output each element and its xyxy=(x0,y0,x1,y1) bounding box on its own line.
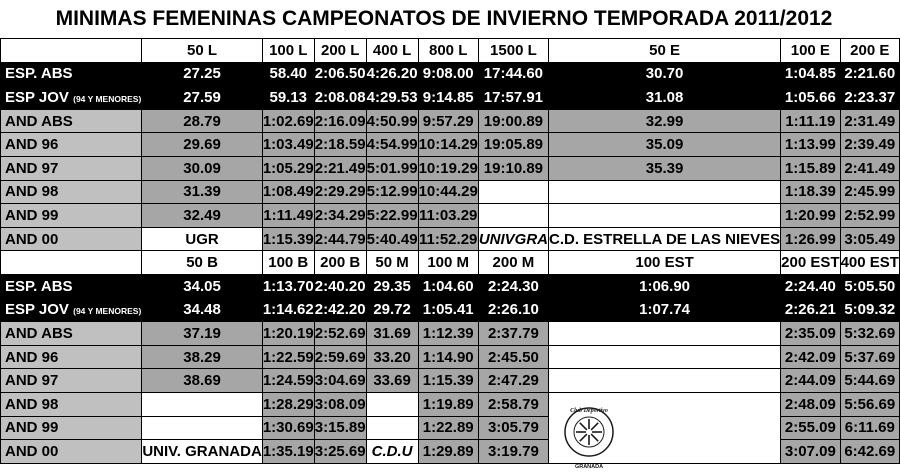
row-label-text: AND 99 xyxy=(5,206,59,224)
time-cell: 31.69 xyxy=(366,322,418,346)
column-header: 800 L xyxy=(418,39,478,63)
time-cell xyxy=(549,345,781,369)
row-label xyxy=(1,322,142,346)
time-cell: 2:45.99 xyxy=(840,180,899,204)
time-cell: 1:14.62 xyxy=(262,298,314,322)
time-cell: 2:47.29 xyxy=(478,369,548,393)
column-header: 200 B xyxy=(314,251,366,275)
column-header: 100 E xyxy=(781,39,840,63)
row-label-text: AND 96 xyxy=(5,348,59,366)
table-row xyxy=(1,156,900,180)
time-cell: 4:54.99 xyxy=(366,133,418,157)
time-cell: 19:05.89 xyxy=(478,133,548,157)
time-cell: 5:09.32 xyxy=(840,298,899,322)
header-corner xyxy=(1,251,142,275)
time-cell: 34.05 xyxy=(142,274,262,298)
time-cell: 2:21.60 xyxy=(840,62,899,86)
time-cell: 1:04.60 xyxy=(418,274,478,298)
time-cell: 1:28.29 xyxy=(262,392,314,416)
club-cell: C.D. ESTRELLA DE LAS NIEVES xyxy=(549,227,781,251)
time-cell: 35.39 xyxy=(549,156,781,180)
column-header: 50 E xyxy=(549,39,781,63)
time-cell: 2:18.59 xyxy=(314,133,366,157)
time-cell: 1:15.39 xyxy=(262,227,314,251)
table-row xyxy=(1,62,900,86)
time-cell: 34.48 xyxy=(142,298,262,322)
time-cell: 9:08.00 xyxy=(418,62,478,86)
time-cell: 2:35.09 xyxy=(781,322,840,346)
records-table xyxy=(0,38,900,470)
club-cell: UNIV. GRANADA xyxy=(142,440,262,464)
table-row xyxy=(1,392,900,416)
row-label-text: AND 00 xyxy=(5,442,59,460)
time-cell: 37.19 xyxy=(142,322,262,346)
time-cell: 1:19.89 xyxy=(418,392,478,416)
column-header: 200 M xyxy=(478,251,548,275)
time-cell: 2:42.09 xyxy=(781,345,840,369)
table-row xyxy=(1,86,900,110)
header-row xyxy=(1,39,900,63)
time-cell: 3:08.09 xyxy=(314,392,366,416)
row-label-text: AND 97 xyxy=(5,372,59,390)
time-cell: 1:13.70 xyxy=(262,274,314,298)
table-row xyxy=(1,345,900,369)
time-cell: 31.08 xyxy=(549,86,781,110)
time-cell xyxy=(549,180,781,204)
row-label xyxy=(1,62,142,86)
header-corner xyxy=(1,39,142,63)
time-cell: 58.40 xyxy=(262,62,314,86)
column-header: 100 B xyxy=(262,251,314,275)
time-cell: 1:22.89 xyxy=(418,416,478,440)
time-cell: 1:35.19 xyxy=(262,440,314,464)
table-row xyxy=(1,322,900,346)
club-cell: C.D.U xyxy=(366,440,418,464)
table-row xyxy=(1,369,900,393)
time-cell: 3:25.69 xyxy=(314,440,366,464)
time-cell: 38.69 xyxy=(142,369,262,393)
age-group-note: (94 Y MENORES) xyxy=(73,93,142,104)
time-cell: 1:24.59 xyxy=(262,369,314,393)
time-cell: 2:58.79 xyxy=(478,392,548,416)
table-row xyxy=(1,180,900,204)
time-cell: 11:52.29 xyxy=(418,227,478,251)
column-header: 400 EST xyxy=(840,251,899,275)
time-cell: 17:57.91 xyxy=(478,86,548,110)
time-cell xyxy=(549,204,781,228)
column-header: 100 L xyxy=(262,39,314,63)
time-cell: 5:01.99 xyxy=(366,156,418,180)
time-cell: 1:20.19 xyxy=(262,322,314,346)
time-cell: 1:02.69 xyxy=(262,109,314,133)
time-cell: 1:22.59 xyxy=(262,345,314,369)
time-cell: 6:42.69 xyxy=(840,440,899,464)
table-row xyxy=(1,204,900,228)
time-cell: 10:44.29 xyxy=(418,180,478,204)
time-cell: 59.13 xyxy=(262,86,314,110)
time-cell: 1:03.49 xyxy=(262,133,314,157)
column-header: 50 L xyxy=(142,39,262,63)
time-cell: 1:11.19 xyxy=(781,109,840,133)
row-label xyxy=(1,109,142,133)
time-cell xyxy=(549,322,781,346)
club-cell: UNIVGRA xyxy=(478,227,548,251)
time-cell xyxy=(142,392,262,416)
time-cell: 2:41.49 xyxy=(840,156,899,180)
time-cell: 5:37.69 xyxy=(840,345,899,369)
time-cell: 1:29.89 xyxy=(418,440,478,464)
time-cell: 2:26.10 xyxy=(478,298,548,322)
time-cell: 17:44.60 xyxy=(478,62,548,86)
column-header: 50 M xyxy=(366,251,418,275)
table-row xyxy=(1,133,900,157)
age-group-note: (94 Y MENORES) xyxy=(73,306,142,317)
time-cell: 1:15.89 xyxy=(781,156,840,180)
column-header: 200 L xyxy=(314,39,366,63)
time-cell: 2:40.20 xyxy=(314,274,366,298)
row-label xyxy=(1,133,142,157)
table-row xyxy=(1,227,900,251)
time-cell: 1:12.39 xyxy=(418,322,478,346)
column-header: 50 B xyxy=(142,251,262,275)
row-label-text: AND 98 xyxy=(5,395,59,413)
column-header: 100 M xyxy=(418,251,478,275)
time-cell: 33.69 xyxy=(366,369,418,393)
time-cell: 2:26.21 xyxy=(781,298,840,322)
row-label-text: ESP JOV xyxy=(5,88,69,106)
row-label-text: AND 99 xyxy=(5,419,59,437)
time-cell: 33.20 xyxy=(366,345,418,369)
time-cell: 2:42.20 xyxy=(314,298,366,322)
time-cell: 1:06.90 xyxy=(549,274,781,298)
time-cell: 2:08.08 xyxy=(314,86,366,110)
club-cell: UGR xyxy=(142,227,262,251)
time-cell: 2:24.40 xyxy=(781,274,840,298)
time-cell: 5:22.99 xyxy=(366,204,418,228)
time-cell: 2:44.09 xyxy=(781,369,840,393)
row-label-text: ESP JOV xyxy=(5,301,69,319)
row-label-text: AND 96 xyxy=(5,136,59,154)
time-cell: 29.72 xyxy=(366,298,418,322)
row-label xyxy=(1,227,142,251)
time-cell: 9:57.29 xyxy=(418,109,478,133)
time-cell: 3:05.79 xyxy=(478,416,548,440)
column-header: 200 EST xyxy=(781,251,840,275)
row-label-text: ESP. ABS xyxy=(5,65,73,83)
time-cell: 1:11.49 xyxy=(262,204,314,228)
time-cell: 2:24.30 xyxy=(478,274,548,298)
time-cell: 31.39 xyxy=(142,180,262,204)
time-cell xyxy=(366,416,418,440)
time-cell: 2:59.69 xyxy=(314,345,366,369)
time-cell: 1:05.66 xyxy=(781,86,840,110)
row-label xyxy=(1,86,142,110)
time-cell: 1:18.39 xyxy=(781,180,840,204)
row-label-text: AND 97 xyxy=(5,159,59,177)
time-cell: 2:55.09 xyxy=(781,416,840,440)
time-cell: 1:30.69 xyxy=(262,416,314,440)
time-cell: 32.99 xyxy=(549,109,781,133)
header-row xyxy=(1,251,900,275)
row-label xyxy=(1,204,142,228)
time-cell: 2:39.49 xyxy=(840,133,899,157)
row-label xyxy=(1,440,142,464)
time-cell xyxy=(142,416,262,440)
time-cell: 19:00.89 xyxy=(478,109,548,133)
time-cell: 29.69 xyxy=(142,133,262,157)
logo-bottom-text: GRANADA xyxy=(574,463,604,470)
time-cell: 10:14.29 xyxy=(418,133,478,157)
column-header: 100 EST xyxy=(549,251,781,275)
time-cell: 4:50.99 xyxy=(366,109,418,133)
time-cell: 27.59 xyxy=(142,86,262,110)
logo-top-text: Club Deportivo xyxy=(570,407,608,414)
time-cell: 5:44.69 xyxy=(840,369,899,393)
time-cell: 1:13.99 xyxy=(781,133,840,157)
time-cell: 35.09 xyxy=(549,133,781,157)
time-cell: 30.70 xyxy=(549,62,781,86)
row-label xyxy=(1,298,142,322)
row-label-text: AND ABS xyxy=(5,112,73,130)
time-cell: 2:45.50 xyxy=(478,345,548,369)
time-cell: 2:21.49 xyxy=(314,156,366,180)
time-cell: 1:08.49 xyxy=(262,180,314,204)
time-cell: 2:52.69 xyxy=(314,322,366,346)
club-logo-cell xyxy=(549,392,781,470)
time-cell: 11:03.29 xyxy=(418,204,478,228)
time-cell: 2:37.79 xyxy=(478,322,548,346)
row-label-text: AND ABS xyxy=(5,324,73,342)
time-cell: 9:14.85 xyxy=(418,86,478,110)
time-cell: 2:31.49 xyxy=(840,109,899,133)
time-cell: 3:19.79 xyxy=(478,440,548,464)
time-cell: 1:07.74 xyxy=(549,298,781,322)
time-cell: 2:16.09 xyxy=(314,109,366,133)
time-cell: 3:04.69 xyxy=(314,369,366,393)
time-cell xyxy=(366,392,418,416)
time-cell: 1:20.99 xyxy=(781,204,840,228)
time-cell: 38.29 xyxy=(142,345,262,369)
time-cell: 2:23.37 xyxy=(840,86,899,110)
time-cell: 10:19.29 xyxy=(418,156,478,180)
row-label xyxy=(1,392,142,416)
time-cell: 5:12.99 xyxy=(366,180,418,204)
time-cell: 1:14.90 xyxy=(418,345,478,369)
time-cell xyxy=(478,204,548,228)
row-label xyxy=(1,345,142,369)
time-cell: 28.79 xyxy=(142,109,262,133)
time-cell: 2:44.79 xyxy=(314,227,366,251)
time-cell: 1:26.99 xyxy=(781,227,840,251)
time-cell xyxy=(549,369,781,393)
time-cell: 1:15.39 xyxy=(418,369,478,393)
time-cell: 6:11.69 xyxy=(840,416,899,440)
table-row xyxy=(1,298,900,322)
row-label-text: ESP. ABS xyxy=(5,277,73,295)
time-cell: 1:05.41 xyxy=(418,298,478,322)
time-cell: 2:34.29 xyxy=(314,204,366,228)
time-cell: 2:52.99 xyxy=(840,204,899,228)
page-title: MINIMAS FEMENINAS CAMPEONATOS DE INVIERNO TEMPORADA 2011/2012 xyxy=(55,7,833,30)
time-cell: 27.25 xyxy=(142,62,262,86)
time-cell: 19:10.89 xyxy=(478,156,548,180)
table-row xyxy=(1,109,900,133)
time-cell: 32.49 xyxy=(142,204,262,228)
time-cell xyxy=(478,180,548,204)
column-header: 200 E xyxy=(840,39,899,63)
row-label xyxy=(1,369,142,393)
time-cell: 30.09 xyxy=(142,156,262,180)
column-header: 400 L xyxy=(366,39,418,63)
row-label-text: AND 98 xyxy=(5,183,59,201)
time-cell: 5:40.49 xyxy=(366,227,418,251)
row-label xyxy=(1,416,142,440)
column-header: 1500 L xyxy=(478,39,548,63)
row-label xyxy=(1,156,142,180)
time-cell: 2:48.09 xyxy=(781,392,840,416)
time-cell: 5:32.69 xyxy=(840,322,899,346)
time-cell: 5:56.69 xyxy=(840,392,899,416)
time-cell: 4:29.53 xyxy=(366,86,418,110)
time-cell: 2:29.29 xyxy=(314,180,366,204)
table-row xyxy=(1,274,900,298)
time-cell: 3:15.89 xyxy=(314,416,366,440)
time-cell: 3:07.09 xyxy=(781,440,840,464)
row-label-text: AND 00 xyxy=(5,230,59,248)
time-cell: 5:05.50 xyxy=(840,274,899,298)
row-label xyxy=(1,274,142,298)
time-cell: 29.35 xyxy=(366,274,418,298)
club-logo-icon xyxy=(549,402,629,474)
row-label xyxy=(1,180,142,204)
time-cell: 1:05.29 xyxy=(262,156,314,180)
time-cell: 3:05.49 xyxy=(840,227,899,251)
time-cell: 2:06.50 xyxy=(314,62,366,86)
time-cell: 1:04.85 xyxy=(781,62,840,86)
time-cell: 4:26.20 xyxy=(366,62,418,86)
